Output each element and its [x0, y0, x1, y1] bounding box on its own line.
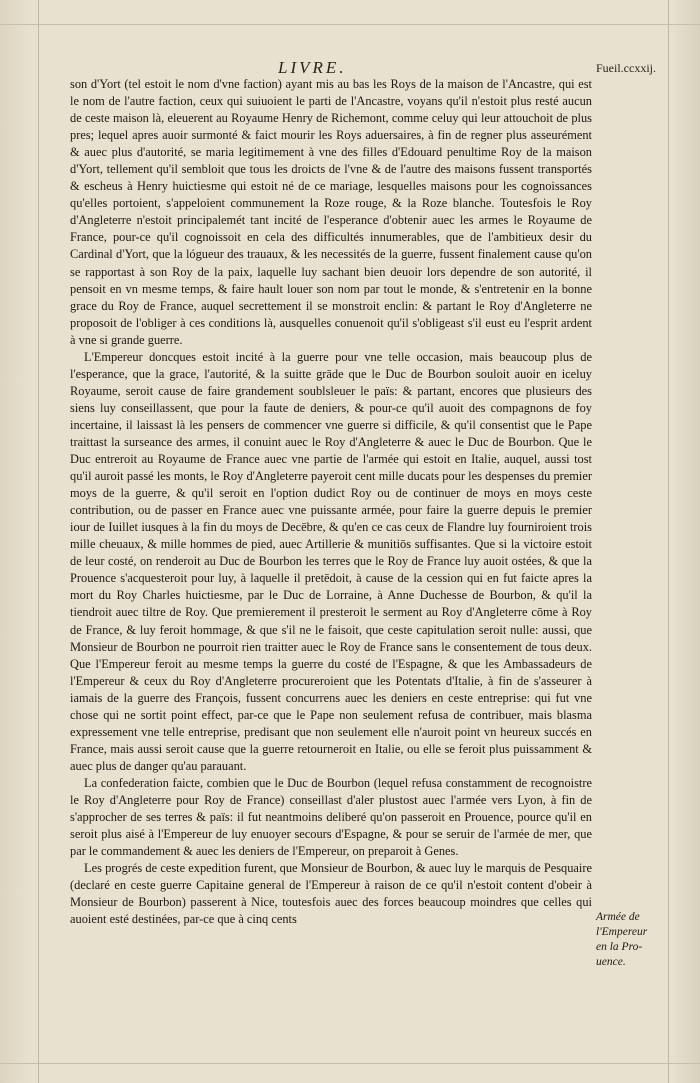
- paragraph: Les progrés de ceste expedition furent, que Monsieur de Bourbon, & auec luy le marquis de Pesquaire (declaré en ceste guerre Capitaine general de l'Empereur à raison de ce qu'il n'estoit content d'obeir à Monsieur de Bourbon) passerent à Nice, toutesfois auec des forces beaucoup moindres que celles qui auoient esté destinées, par-ce que à cinq cents: [70, 861, 592, 927]
- page-edge-line: [38, 0, 39, 1083]
- body-text: [70, 76, 592, 928]
- margin-note-line: uence.: [596, 956, 626, 968]
- page-edge-line: [0, 1063, 700, 1064]
- margin-note-line: Armée de: [596, 911, 640, 923]
- margin-note-line: l'Empereur: [596, 926, 648, 938]
- paragraph: La confederation faicte, combien que le Duc de Bourbon (lequel refusa constamment de recognoistre le Roy d'Angleterre pour Roy de France) conseillast d'aler plustost auec l'armée vers Lyon, à fin de s'approcher de ses terres & païs: il fut neantmoins deliberé qu'on passeroit en Prouence, pource qu'il en seroit plus aisé à l'Empereur de luy enuoyer secours d'Espagne, & pour se seruir de l'armée de mer, que par le commandement & auec les deniers de l'Empereur, on preparoit à Genes.: [70, 775, 592, 859]
- folio-number: Fueil.ccxxij.: [596, 61, 656, 75]
- paragraph: L'Empereur doncques estoit incité à la guerre pour vne telle occasion, mais beaucoup plus de l'esperance, que la grace, l'autorité, & la suitte grāde que le Duc de Bourbon souloit auoir en iceluy Royaume, seroit cause de faire grandement soublsleuer le païs: & partant, encores que plusieurs des siens luy conseillassent, que pour la faute de deniers, & pour-ce qu'il auoit des compagnons de foy incertaine, il laissast là les pensers de commencer vne guerre si difficile, & qu'il consentist que le Pape traittast la surseance des armes, il conuint auec le Roy d'Angleterre & auec le Duc de Bourbon. Que le Duc entreroit au Royaume de France auec vne partie de l'armée qui estoit en Italie, auquel, aussi tost qu'il auroit passé les monts, le Roy d'Angleterre payeroit cent mille ducats pour les despenses du premier moys de la guerre, & qu'il seroit en l'option dudict Roy ou de continuer de moys en moys ceste contribution, ou de passer en France auec vne puissante armée, pour faire la guerre depuis le premier iour de Iuillet iusques à la fin du moys de Decēbre, & qu'en ce cas ceux de Flandre luy fourniroient trois mille cheuaux, & mille hommes de pied, auec Artillerie & munitiōs suffisantes. Que si la victoire estoit de leur costé, on renderoit au Duc de Bourbon les terres que le Roy de France luy auoit ostées, & que la Prouence s'acquesteroit pour luy, à laquelle il pretēdoit, à cause de la cession qui en fut faicte apres la mort du Roy Charles huictiesme, par le Duc de Lorraine, à Anne Duchesse de Bourbon, & qu'il la tiendroit auec tiltre de Roy. Que premierement il presteroit le serment au Roy d'Angleterre cōme à Roy de France, & luy feroit hommage, & que s'il ne le faisoit, que ceste capitulation seroit nulle: aussi, que Monsieur de Bourbon ne pourroit rien traitter auec le Roy de France sans le consentement de tous deux. Que l'Empereur feroit au mesme temps la guerre du costé de l'Espagne, & que les Ambassadeurs de l'Empereur & ceux du Roy d'Angleterre procureroient que les Potentats d'Italie, à fin de s'asseurer à iamais de la guerre des François, fussent concurrens auec les deniers en ceste entreprise: qui fut vne chose qui ne sortit point effect, par-ce que le Pape non seulement refusa de contribuer, mais blasma expressement vne telle entreprise, predisant que non seulement elle n'auroit point vn heureux succés en France, mais aussi seroit cause que la guerre retourneroit en Italie, ou elle se feroit plus puissamment & auec plus de danger qu'au parauant.: [70, 349, 592, 773]
- margin-note-line: en la Pro-: [596, 941, 643, 953]
- paragraph: son d'Yort (tel estoit le nom d'vne faction) ayant mis au bas les Roys de la maison de l'Ancastre, qui est le nom de l'autre faction, ceux qui suiuoient le parti de l'Ancastre, voyans qu'il n'estoit plus resté aucun de ceste maison là, eleuerent au Royaume Henry de Richemont, comme celuy qui leur attouchoit de plus pres; lequel apres auoir surmonté & faict mourir les Roys aduersaires, à fin de regner plus asseurément & auec plus d'autorité, se maria legitimement à vne des filles d'Edouard penultime Roy de la maison d'Yort, tellement qu'il sembloit que tous les droicts de l'vne & de l'autre des maisons fussent transportés & escheus à Henry huictiesme qui estoit né de ce mariage, lesquelles maisons pour les cognoissances qu'elles portoient, s'appeloient communement la Roze rouge, & la Roze blanche. Toutesfois le Roy d'Angleterre n'estoit principalemét tant incité de l'esperance d'obtenir auec les armes le Royaume de France, pour-ce qu'il cognoissoit en cela des difficultés innumerables, que de l'ambitieux desir du Cardinal d'Yort, que la lógueur des trauaux, & les necessités de la guerre, fussent finalement cause qu'on se rapportast à son Roy de la paix, laquelle luy sachant bien deuoir lors dependre de son autorité, il pensoit en vn mesme temps, & faire hault louer son nom par tout le monde, & s'entretenir en la bonne grace du Roy de France, auquel secrettement il se monstroit enclin: & partant le Roy d'Angleterre ne proposoit de l'obliger à ces conditions là, ausquelles conuenoit qu'il s'obligeast s'il eust eu l'esprit ardent à vne si grande guerre.: [70, 77, 592, 347]
- page-header: [0, 58, 700, 78]
- running-title: LIVRE.: [278, 58, 347, 77]
- margin-note: [596, 910, 670, 970]
- page-edge-line: [0, 24, 700, 25]
